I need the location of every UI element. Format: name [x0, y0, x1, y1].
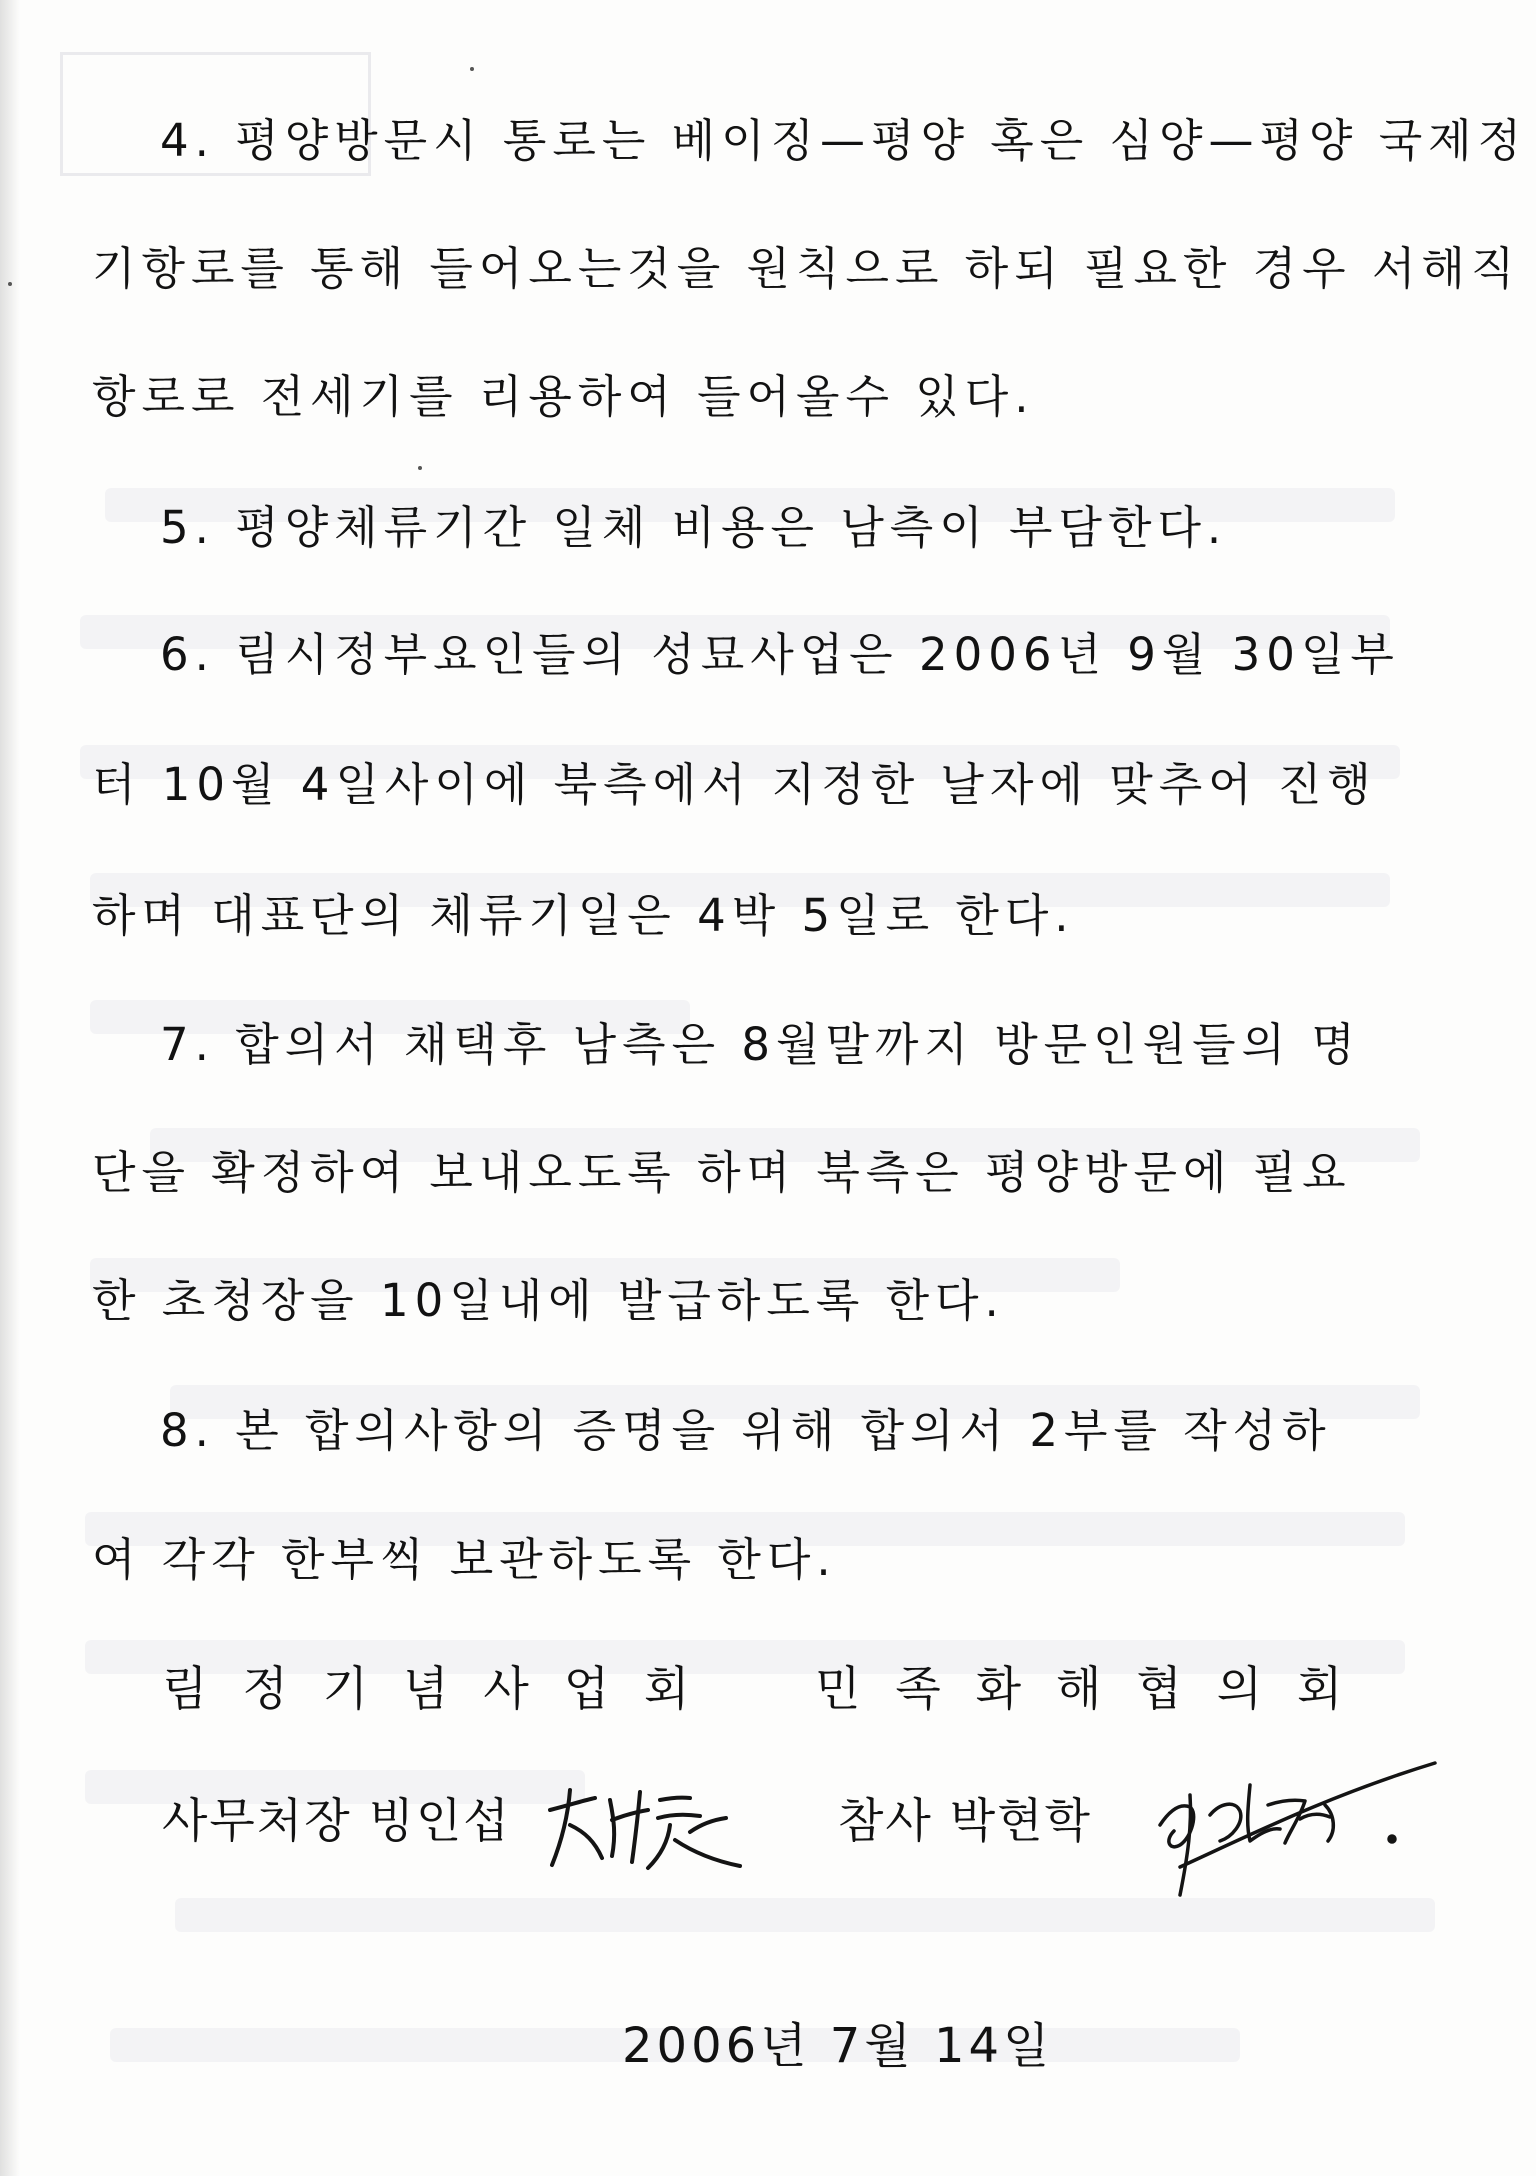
left-handwritten-signature [540, 1770, 770, 1880]
left-title-name: 사무처장 빙인섭 [162, 1794, 511, 1849]
scan-speck [470, 67, 474, 71]
paragraph-7-line-1: 7. 합의서 채택후 남측은 8월말까지 방문인원들의 명 [160, 1018, 1361, 1071]
paragraph-4-line-3: 항로로 전세기를 리용하여 들어올수 있다. [92, 370, 1035, 423]
paragraph-6-line-1: 6. 림시정부요인들의 성묘사업은 2006년 9월 30일부 [160, 628, 1400, 681]
paragraph-4-line-1: 4. 평양방문시 통로는 베이징—평양 혹은 심양—평양 국제정 [160, 114, 1528, 167]
paragraph-8-line-2: 여 각각 한부씩 보관하도록 한다. [92, 1533, 837, 1586]
left-organization: 림 정 기 념 사 업 회 [162, 1662, 700, 1717]
right-handwritten-signature [1140, 1745, 1440, 1915]
paragraph-6-line-3: 하며 대표단의 체류기일은 4박 5일로 한다. [92, 889, 1075, 942]
paragraph-6-line-2: 터 10월 4일사이에 북측에서 지정한 날자에 맞추어 진행 [92, 758, 1377, 811]
paragraph-4-line-2: 기항로를 통해 들어오는것을 원칙으로 하되 필요한 경우 서해직 [92, 242, 1521, 295]
scan-speck [418, 466, 422, 470]
paragraph-5-line-1: 5. 평양체류기간 일체 비용은 남측이 부담한다. [160, 501, 1228, 554]
document-date: 2006년 7월 14일 [622, 2018, 1054, 2074]
scan-speck [8, 282, 12, 286]
paragraph-8-line-1: 8. 본 합의사항의 증명을 위해 합의서 2부를 작성하 [160, 1404, 1332, 1457]
paragraph-7-line-3: 한 초청장을 10일내에 발급하도록 한다. [92, 1274, 1005, 1327]
right-title-name: 참사 박현학 [838, 1794, 1092, 1849]
scan-edge-shadow [0, 0, 20, 2176]
paragraph-7-line-2: 단을 확정하여 보내오도록 하며 북측은 평양방문에 필요 [92, 1146, 1352, 1199]
right-organization: 민 족 화 해 협 의 회 [815, 1662, 1353, 1717]
